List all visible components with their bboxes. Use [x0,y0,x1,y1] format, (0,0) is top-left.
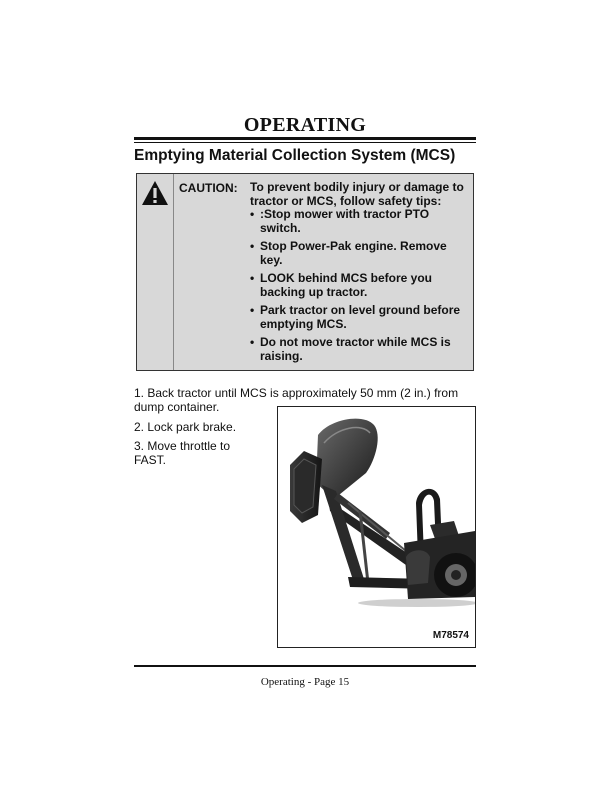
page-title: OPERATING [243,114,367,136]
mcs-dump-photo [277,406,476,648]
safety-tip: • Park tractor on level ground before emptying MCS. [250,304,470,331]
footer-rule [134,665,476,667]
page-footer: Operating - Page 15 [260,676,350,688]
safety-tip: • Do not move tractor while MCS is raising. [250,336,470,363]
caution-intro: To prevent bodily injury or damage to tractor or MCS, follow safety tips: [250,180,464,208]
step-1: 1. Back tractor until MCS is approximately 50 mm (2 in.) from dump container. [134,386,459,414]
warning-triangle-icon [141,180,169,206]
step-3: 3. Move throttle to FAST. [134,439,231,467]
title-rule-thin [134,142,476,143]
safety-tip: • Stop Power-Pak engine. Remove key. [250,240,470,267]
mcs-raised-illustration [278,407,475,647]
caution-box [136,173,474,371]
caution-label: CAUTION: [179,181,238,195]
title-rule-thick [134,137,476,140]
safety-tip: • LOOK behind MCS before you backing up tractor. [250,272,470,299]
step-2: 2. Lock park brake. [134,420,237,434]
safety-tips-list [250,208,470,368]
safety-tip: • :Stop mower with tractor PTO switch. [250,208,470,235]
caution-icon-cell [137,174,174,370]
figure-id: M78574 [432,630,469,641]
section-heading: Emptying Material Collection System (MCS) [134,147,456,164]
